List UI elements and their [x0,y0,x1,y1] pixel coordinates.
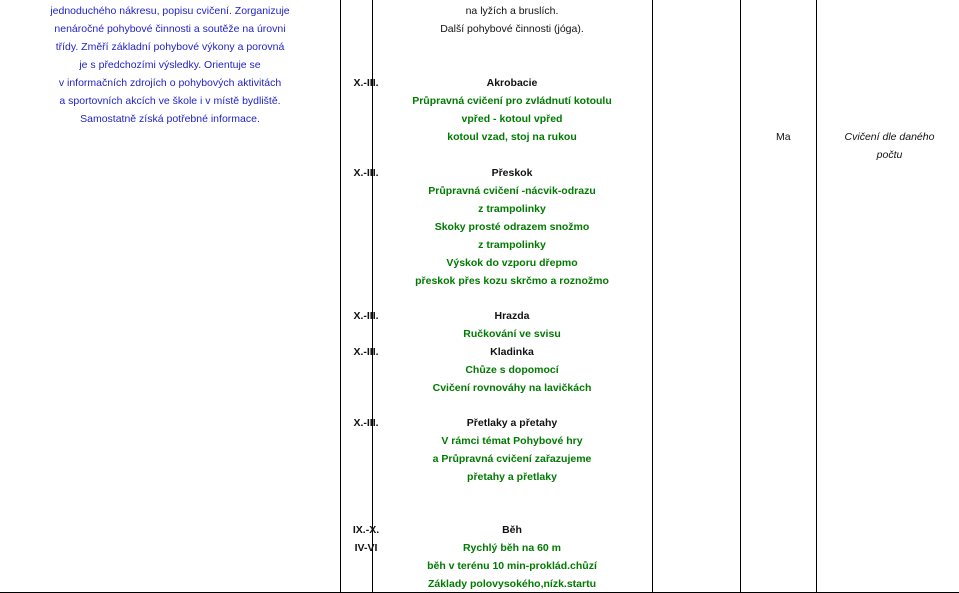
topic-text: Cvičení rovnováhy na lavičkách [432,382,592,394]
period: X.-III. [353,346,379,358]
topic-text: Chůze s dopomocí [465,364,559,376]
grid-line-3 [652,0,653,593]
grid-line-5 [816,0,817,593]
period: IX.-X. [352,524,380,536]
topic-heading: Hrazda [494,310,530,322]
outcome-text: třídy. Změří základní pohybové výkony a porovná [55,41,285,53]
topic-text: na lyžích a bruslích. [465,5,559,17]
outcome-text: nenáročné pohybové činnosti a soutěže na úrovni [54,23,286,35]
topic-heading: Běh [502,524,522,536]
grid-line-4 [740,0,741,593]
period: X.-III. [353,167,379,179]
topic-text: Ručkování ve svisu [463,328,561,340]
topic-text: Skoky prosté odrazem snožmo [434,221,590,233]
grid-line-1 [340,0,341,593]
topic-text: Rychlý běh na 60 m [462,542,562,554]
topic-text: Průpravná cvičení pro zvládnutí kotoulu [412,95,612,107]
topic-text: vpřed - kotoul vpřed [461,113,563,125]
period: X.-III. [353,310,379,322]
note-text: Cvičení dle daného [844,131,935,143]
topic-text: z trampolinky [478,239,546,251]
topic-text: běh v terénu 10 min-prokl‌ád.chůzí [427,560,597,572]
topic-heading: Přetlaky a přetahy [466,417,558,429]
topic-text: a Průpravná cvičení zařazujeme [432,453,592,465]
outcome-text: Samostatně získá potřebné informace. [80,113,260,125]
topic-text: V rámci témat Pohybové hry [441,435,583,447]
outcome-text: jednoduchého nákresu, popisu cvičení. Zorganizuje [50,5,290,17]
topic-text: přetahy a přetlaky [467,471,557,483]
topic-text: z trampolinky [478,203,546,215]
period: IV-VI [354,542,378,554]
topic-text: přeskok přes kozu skrčmo a roznožmo [415,275,609,287]
topic-text: kotoul vzad, stoj na rukou [447,131,577,143]
subject-abbrev: Ma [776,131,791,143]
topic-heading: Přeskok [491,167,533,179]
period: X.-III. [353,417,379,429]
outcome-text: je s předchozími výsledky. Orientuje se [79,59,261,71]
topic-heading: Akrobacie [486,77,538,89]
topic-text: Další pohybové činnosti (jóga). [440,23,584,35]
outcome-text: v informačních zdrojích o pohybových aktivitách [58,77,282,89]
topic-heading: Kladinka [490,346,534,358]
note-text: počtu [876,149,903,161]
outcome-text: a sportovních akcích ve škole i v místě bydliště. [59,95,281,107]
period: X.-III. [353,77,379,89]
topic-text: Výskok do vzporu dřepmo [446,257,578,269]
topic-text: Průpravná cvičení -nácvik-odrazu [428,185,596,197]
topic-text: Základy polovysokého,nízk.startu [427,578,597,590]
